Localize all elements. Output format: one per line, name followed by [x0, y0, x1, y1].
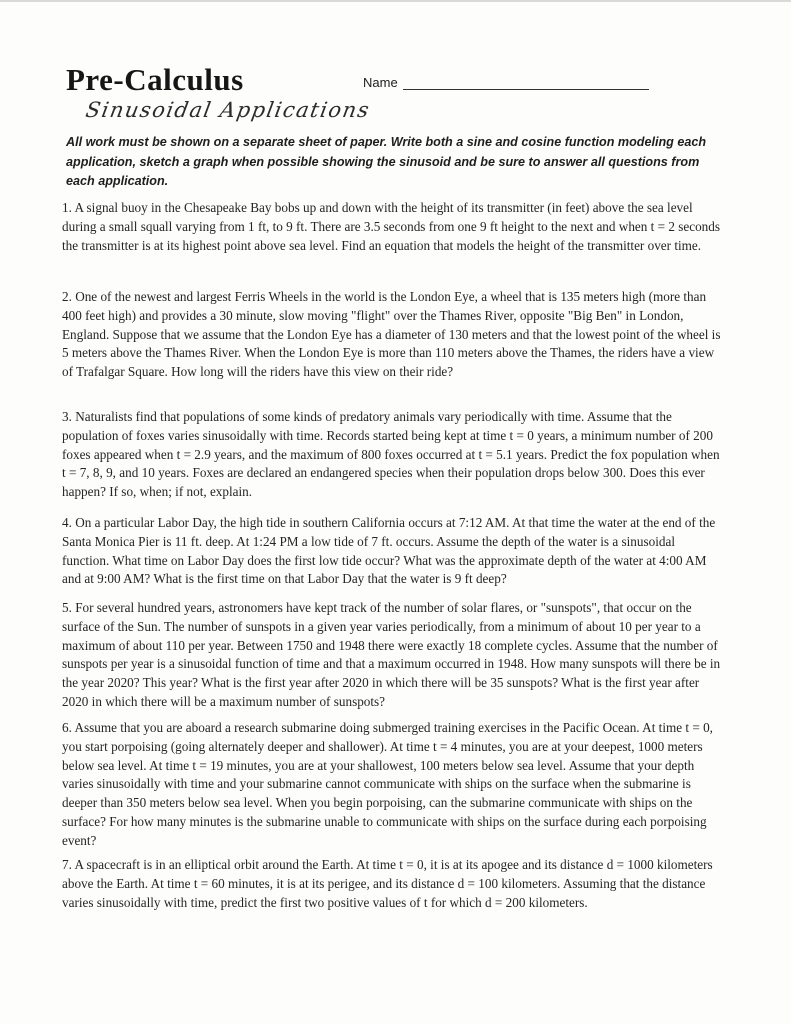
problem-1: 1. A signal buoy in the Chesapeake Bay bobs up and down with the height of its transmitter (in feet) above the sea level during a small squall varying from 1 ft, to 9 ft. There are 3.5 seconds from one 9 ft height to the next and when t = 2 seconds the transmitter is at its highest point above sea level. Find an equation that models the height of the transmitter over time.	[62, 200, 720, 253]
page-subtitle: Sinusoidal Applications	[83, 98, 373, 122]
page-top-edge	[0, 0, 791, 2]
instructions: All work must be shown on a separate sheet of paper. Write both a sine and cosine function modeling each application, sketch a graph when possible showing the sinusoid and be sure to answer all questions from each application.	[66, 135, 707, 188]
worksheet-header	[66, 62, 746, 124]
name-field	[363, 75, 653, 95]
name-blank-line	[403, 89, 649, 90]
problem-7: 7. A spacecraft is in an elliptical orbit around the Earth. At time t = 0, it is at its apogee and its distance d = 1000 kilometers above the Earth. At time t = 60 minutes, it is at its perigee, and its distance d = 100 kilometers. Assuming that the distance varies sinusoidally with time, predict the first two positive values of t for which d = 200 kilometers.	[62, 857, 713, 910]
problem-6: 6. Assume that you are aboard a research submarine doing submerged training exercises in the Pacific Ocean. At time t = 0, you start porpoising (going alternately deeper and shallower). At time t = 4 minutes, you are at your deepest, 1000 meters below sea level. At time t = 19 minutes, you are at your shallowest, 100 meters below sea level. Assume that your depth varies sinusoidally with time and your submarine cannot communicate with ships on the surface when the submarine is deeper than 350 meters below sea level. When you begin porpoising, can the submarine communicate with ships on the surface? For how many minutes is the submarine unable to communicate with ships on the surface during each porpoising event?	[62, 720, 713, 848]
problem-2: 2. One of the newest and largest Ferris Wheels in the world is the London Eye, a wheel that is 135 meters high (more than 400 feet high) and provides a 30 minute, slow moving "flight" over the Thames River, opposite "Big Ben" in London, England. Suppose that we assume that the London Eye has a diameter of 130 meters and that the lowest point of the wheel is 5 meters above the Thames River. When the London Eye is more than 110 meters above the Thames, the riders have a view of Trafalgar Square. How long will the riders have this view on their ride?	[62, 289, 721, 380]
problem-3: 3. Naturalists find that populations of some kinds of predatory animals vary periodically with time. Assume that the population of foxes varies sinusoidally with time. Records started being kept at time t = 0 years, a minimum number of 200 foxes appeared when t = 2.9 years, and the maximum of 800 foxes occurred at t = 5.1 years. Predict the fox population when t = 7, 8, 9, and 10 years. Foxes are declared an endangered species when their population drops below 300. Does this ever happen? If so, when; if not, explain.	[62, 409, 720, 500]
page-title: Pre-Calculus	[66, 62, 244, 97]
name-label: Name	[363, 75, 398, 90]
problem-5: 5. For several hundred years, astronomers have kept track of the number of solar flares, or "sunspots", that occur on the surface of the Sun. The number of sunspots in a given year varies periodically, from a minimum of about 10 per year to a maximum of about 110 per year. Between 1750 and 1948 there were exactly 18 complete cycles. Assume that the number of sunspots per year is a sinusoidal function of time and that a maximum occurred in 1948. How many sunspots will there be in the year 2020? This year? What is the first year after 2020 in which there will be 35 sunspots? What is the first year after 2020 in which there will be a maximum number of sunspots?	[62, 600, 721, 709]
problem-4: 4. On a particular Labor Day, the high tide in southern California occurs at 7:12 AM. At that time the water at the end of the Santa Monica Pier is 11 ft. deep. At 1:24 PM a low tide of 7 ft. occurs. Assume the depth of the water is a sinusoidal function. What time on Labor Day does the first low tide occur? What was the approximate depth of the water at 4:00 AM and at 9:00 AM? What is the first time on that Labor Day that the water is 9 ft deep?	[62, 515, 716, 587]
